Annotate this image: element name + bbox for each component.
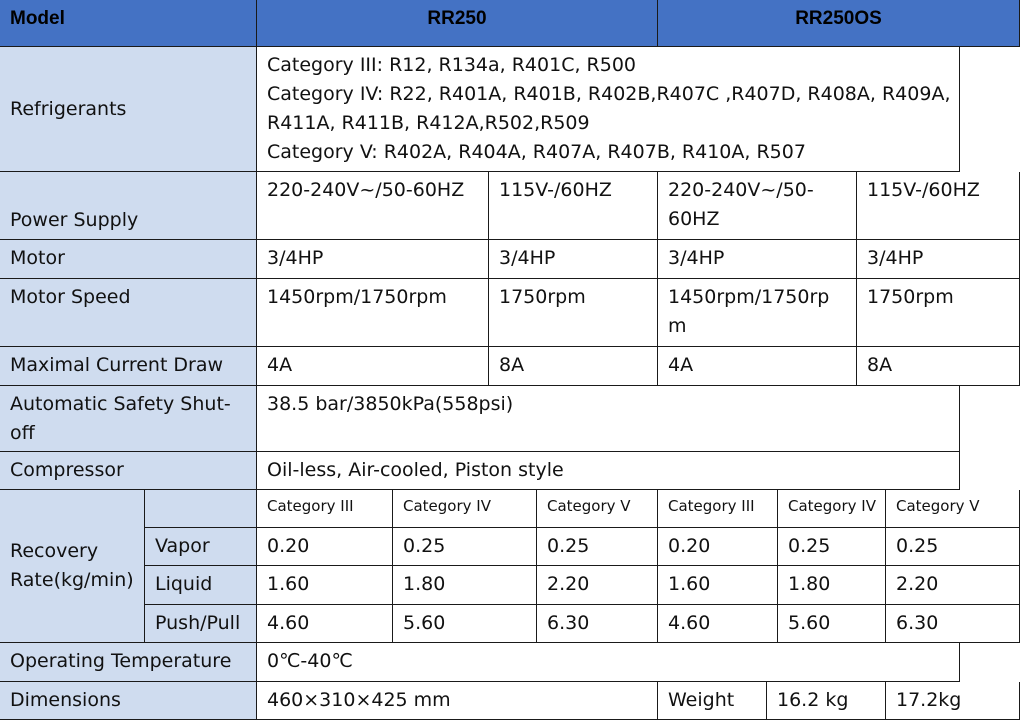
motor-rr250-a: 3/4HP <box>257 240 489 279</box>
operating-temp-value: 0℃-40℃ <box>257 643 960 682</box>
recovery-cat-header: Category III <box>257 490 393 528</box>
recovery-cell: 0.25 <box>886 528 1020 566</box>
max-current-rr250os-a: 4A <box>658 347 857 386</box>
recovery-cell: 5.60 <box>393 605 537 643</box>
power-supply-rr250os-a: 220-240V~/50-60HZ <box>658 172 857 240</box>
weight-rr250: 16.2 kg <box>767 682 886 720</box>
weight-rr250os: 17.2kg <box>886 682 1020 720</box>
refrigerants-line: R411A, R411B, R412A,R502,R509 <box>267 112 590 134</box>
recovery-cell: 1.60 <box>658 566 778 605</box>
dimensions-value: 460×310×425 mm <box>257 682 658 720</box>
recovery-cat-header: Category IV <box>778 490 886 528</box>
motor-rr250-b: 3/4HP <box>489 240 658 279</box>
motor-speed-label: Motor Speed <box>0 279 257 347</box>
power-supply-rr250-a: 220-240V~/50-60HZ <box>257 172 489 240</box>
recovery-cell: 2.20 <box>886 566 1020 605</box>
recovery-row-label: Liquid <box>145 566 257 605</box>
recovery-cell: 0.25 <box>537 528 658 566</box>
max-current-rr250-a: 4A <box>257 347 489 386</box>
operating-temp-label: Operating Temperature <box>0 643 257 682</box>
recovery-cell: 0.20 <box>257 528 393 566</box>
header-rr250os: RR250OS <box>658 0 1020 47</box>
motor-speed-rr250-a: 1450rpm/1750rpm <box>257 279 489 347</box>
recovery-cell: 1.80 <box>393 566 537 605</box>
weight-label: Weight <box>658 682 767 720</box>
header-model: Model <box>0 0 257 47</box>
recovery-category-corner <box>145 490 257 528</box>
recovery-cell: 4.60 <box>257 605 393 643</box>
recovery-cat-header: Category III <box>658 490 778 528</box>
max-current-rr250os-b: 8A <box>857 347 1020 386</box>
safety-value: 38.5 bar/3850kPa(558psi) <box>257 386 960 452</box>
recovery-cat-header: Category IV <box>393 490 537 528</box>
refrigerants-line: Category IV: R22, R401A, R401B, R402B,R407C ,R407D, R408A, R409A, <box>267 83 951 105</box>
recovery-cell: 6.30 <box>537 605 658 643</box>
recovery-cell: 1.60 <box>257 566 393 605</box>
recovery-row-label: Push/Pull <box>145 605 257 643</box>
dimensions-label: Dimensions <box>0 682 257 720</box>
power-supply-rr250os-b: 115V-/60HZ <box>857 172 1020 240</box>
recovery-cat-header: Category V <box>537 490 658 528</box>
safety-label: Automatic Safety Shut-off <box>0 386 257 452</box>
refrigerants-label: Refrigerants <box>0 47 257 172</box>
motor-speed-rr250os-b: 1750rpm <box>857 279 1020 347</box>
max-current-label: Maximal Current Draw <box>0 347 257 386</box>
compressor-label: Compressor <box>0 452 257 490</box>
refrigerants-value <box>257 47 960 172</box>
recovery-cell: 1.80 <box>778 566 886 605</box>
recovery-label: Recovery Rate(kg/min) <box>0 490 145 643</box>
recovery-cell: 0.25 <box>778 528 886 566</box>
recovery-cat-header: Category V <box>886 490 1020 528</box>
header-rr250: RR250 <box>257 0 658 47</box>
motor-rr250os-a: 3/4HP <box>658 240 857 279</box>
motor-rr250os-b: 3/4HP <box>857 240 1020 279</box>
motor-speed-rr250-b: 1750rpm <box>489 279 658 347</box>
refrigerants-line: Category III: R12, R134a, R401C, R500 <box>267 54 637 76</box>
recovery-cell: 5.60 <box>778 605 886 643</box>
refrigerants-line: Category V: R402A, R404A, R407A, R407B, R410A, R507 <box>267 141 806 163</box>
max-current-rr250-b: 8A <box>489 347 658 386</box>
motor-speed-rr250os-a: 1450rpm/1750rpm <box>658 279 857 347</box>
power-supply-rr250-b: 115V-/60HZ <box>489 172 658 240</box>
recovery-cell: 0.25 <box>393 528 537 566</box>
recovery-cell: 0.20 <box>658 528 778 566</box>
power-supply-label: Power Supply <box>0 172 257 240</box>
recovery-cell: 4.60 <box>658 605 778 643</box>
recovery-row-label: Vapor <box>145 528 257 566</box>
motor-label: Motor <box>0 240 257 279</box>
compressor-value: Oil-less, Air-cooled, Piston style <box>257 452 960 490</box>
recovery-cell: 2.20 <box>537 566 658 605</box>
recovery-cell: 6.30 <box>886 605 1020 643</box>
